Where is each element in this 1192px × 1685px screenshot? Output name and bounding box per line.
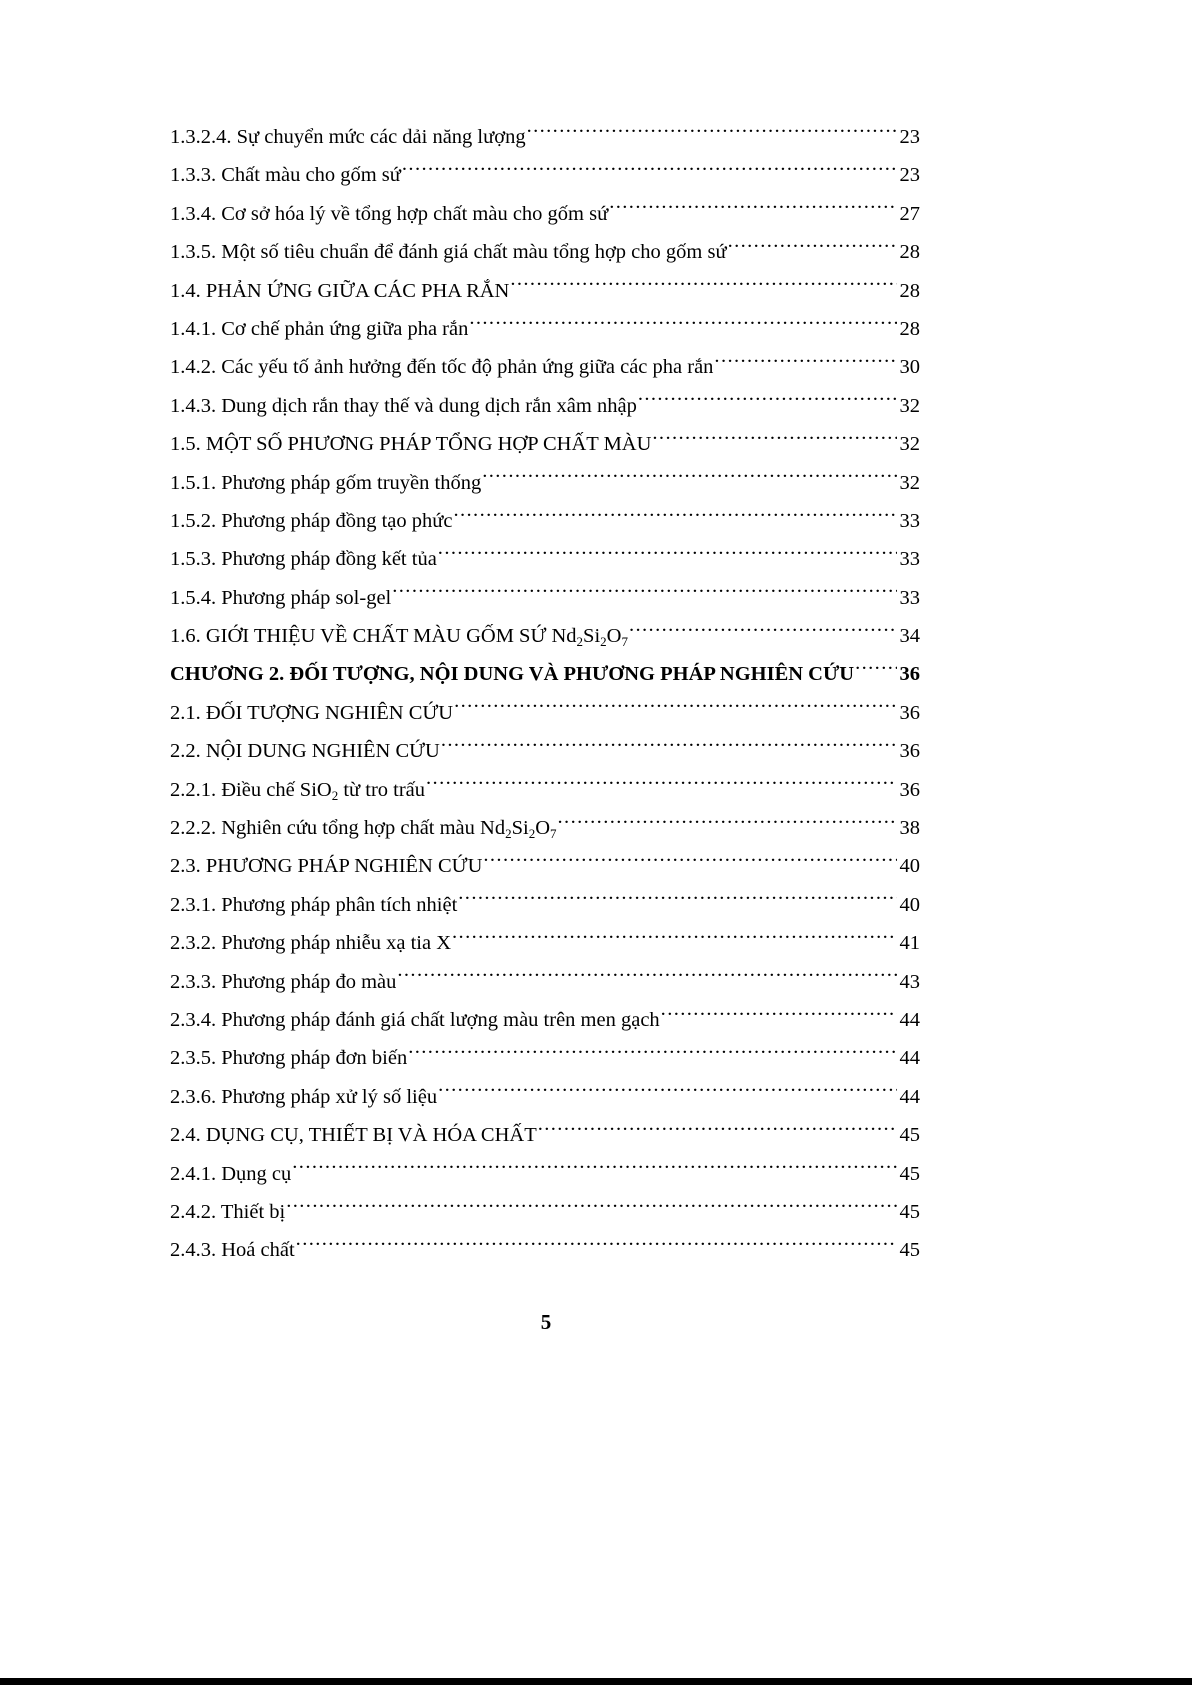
dot-leader — [728, 238, 897, 259]
toc-page-number: 23 — [899, 164, 920, 187]
dot-leader — [453, 506, 897, 527]
toc-entry-title — [170, 272, 509, 310]
toc-page-number: 32 — [899, 471, 920, 494]
toc-entry[interactable] — [170, 156, 920, 194]
toc-entry[interactable] — [170, 579, 920, 617]
dot-leader — [638, 391, 897, 412]
subscript-text: 7 — [621, 634, 628, 650]
toc-entry-title — [170, 1078, 437, 1116]
toc-entry-title — [170, 425, 651, 463]
toc-entry-title — [170, 809, 557, 847]
toc-title-text: 1.5.4. Phương pháp sol-gel — [170, 586, 392, 609]
toc-entry[interactable] — [170, 348, 920, 386]
dot-leader — [527, 123, 897, 144]
toc-entry-title — [170, 1001, 660, 1039]
toc-entry-title — [170, 540, 437, 578]
toc-title-text: 1.3.4. Cơ sở hóa lý về tổng hợp chất màu cho gốm sứ — [170, 202, 609, 225]
dot-leader — [438, 1082, 897, 1103]
toc-entry-title — [170, 156, 401, 194]
toc-entry[interactable] — [170, 272, 920, 310]
toc-title-text: 2.3.3. Phương pháp đo màu — [170, 970, 397, 993]
toc-title-text: 1.4.2. Các yếu tố ảnh hưởng đến tốc độ phản ứng giữa các pha rắn — [170, 356, 714, 379]
toc-title-text: 1.4.3. Dung dịch rắn thay thế và dung dịch rắn xâm nhập — [170, 394, 637, 417]
toc-page-number: 28 — [899, 317, 920, 340]
toc-entry-title — [170, 387, 637, 425]
toc-entry-title — [170, 502, 452, 540]
toc-title-text: 1.5.1. Phương pháp gốm truyền thống — [170, 471, 482, 494]
toc-entry[interactable] — [170, 732, 920, 770]
toc-title-text: 1.5. MỘT SỐ PHƯƠNG PHÁP TỔNG HỢP CHẤT MÀU — [170, 433, 652, 456]
toc-title-text: O — [606, 625, 622, 648]
subscript-text: 2 — [505, 826, 512, 842]
toc-page-number: 45 — [899, 1200, 920, 1223]
toc-entry[interactable] — [170, 464, 920, 502]
toc-entry-title — [170, 771, 425, 809]
dot-leader — [661, 1005, 897, 1026]
dot-leader — [482, 468, 897, 489]
toc-entry-title — [170, 1193, 285, 1231]
dot-leader — [397, 967, 897, 988]
toc-title-text: 2.4.1. Dụng cụ — [170, 1162, 292, 1185]
toc-title-text: 2.3.6. Phương pháp xử lý số liệu — [170, 1085, 438, 1108]
toc-title-text: Si — [511, 817, 529, 840]
toc-entry[interactable] — [170, 1116, 920, 1154]
dot-leader — [452, 929, 897, 950]
toc-entry[interactable] — [170, 1039, 920, 1077]
toc-title-text: 2.2. NỘI DUNG NGHIÊN CỨU — [170, 740, 440, 763]
subscript-text: 2 — [528, 826, 536, 842]
toc-entry[interactable] — [170, 617, 920, 655]
toc-entry[interactable] — [170, 233, 920, 271]
toc-page-number: 43 — [899, 970, 920, 993]
toc-title-text: 1.4.1. Cơ chế phản ứng giữa pha rắn — [170, 317, 469, 340]
toc-entry-title — [170, 847, 482, 885]
dot-leader — [458, 890, 897, 911]
toc-page-number: 32 — [899, 394, 920, 417]
toc-title-text: O — [535, 817, 551, 840]
toc-page-number: 41 — [899, 932, 920, 955]
subscript-text: 7 — [550, 826, 557, 842]
toc-page-number: 32 — [899, 433, 920, 456]
toc-entry-title — [170, 694, 453, 732]
toc-entry-title — [170, 348, 713, 386]
toc-entry[interactable] — [170, 502, 920, 540]
toc-entry[interactable] — [170, 1231, 920, 1269]
toc-entry-title — [170, 732, 440, 770]
toc-entry[interactable] — [170, 118, 920, 156]
toc-page-number: 44 — [899, 1047, 920, 1070]
subscript-text: 2 — [331, 787, 339, 803]
dot-leader — [402, 161, 897, 182]
toc-entry[interactable] — [170, 963, 920, 1001]
toc-entry-title — [170, 655, 854, 693]
subscript-text: 2 — [600, 634, 607, 650]
toc-title-text: 2.3.2. Phương pháp nhiễu xạ tia X — [170, 932, 452, 955]
toc-title-text: 2.3.5. Phương pháp đơn biến — [170, 1047, 408, 1070]
toc-page-number: 44 — [899, 1008, 920, 1031]
dot-leader — [438, 545, 897, 566]
toc-title-text: 1.5.2. Phương pháp đồng tạo phức — [170, 509, 453, 532]
toc-entry[interactable] — [170, 1193, 920, 1231]
dot-leader — [454, 698, 897, 719]
toc-page-number: 30 — [899, 356, 920, 379]
toc-title-text: 2.3. PHƯƠNG PHÁP NGHIÊN CỨU — [170, 855, 483, 878]
toc-title-text: 1.5.3. Phương pháp đồng kết tủa — [170, 548, 437, 571]
toc-entry-title — [170, 1116, 537, 1154]
dot-leader — [408, 1044, 897, 1065]
toc-entry-title — [170, 310, 468, 348]
toc-title-text: 2.1. ĐỐI TƯỢNG NGHIÊN CỨU — [170, 701, 454, 724]
dot-leader — [483, 852, 897, 873]
bottom-rule — [0, 1678, 1192, 1685]
toc-title-text: CHƯƠNG 2. ĐỐI TƯỢNG, NỘI DUNG VÀ PHƯƠNG PHÁP NGHIÊN CỨU — [170, 663, 855, 686]
toc-title-text: 2.2.2. Nghiên cứu tổng hợp chất màu Nd — [170, 817, 506, 840]
toc-title-text: 2.3.4. Phương pháp đánh giá chất lượng màu trên men gạch — [170, 1008, 660, 1031]
dot-leader — [392, 583, 897, 604]
toc-entry[interactable] — [170, 847, 920, 885]
toc-page-number: 45 — [899, 1162, 920, 1185]
toc-page-number: 36 — [899, 663, 920, 686]
toc-entry-title — [170, 118, 526, 156]
toc-entry-title — [170, 579, 391, 617]
toc-entry[interactable] — [170, 195, 920, 233]
toc-page-number: 23 — [899, 126, 920, 148]
toc-page-number: 28 — [899, 241, 920, 264]
toc-page-number: 36 — [899, 701, 920, 724]
toc-entry-title — [170, 233, 727, 271]
toc-entry[interactable] — [170, 1001, 920, 1039]
toc-title-text: 2.2.1. Điều chế SiO — [170, 778, 332, 801]
dot-leader — [714, 353, 897, 374]
toc-page-number: 36 — [899, 740, 920, 763]
toc-entry[interactable] — [170, 809, 920, 847]
toc-page-number: 45 — [899, 1239, 920, 1262]
toc-page-number: 28 — [899, 279, 920, 302]
subscript-text: 2 — [576, 634, 584, 650]
table-of-contents — [170, 118, 920, 1270]
page-number: 5 — [540, 1310, 552, 1334]
toc-entry[interactable] — [170, 886, 920, 924]
toc-entry-title — [170, 886, 457, 924]
dot-leader — [538, 1121, 897, 1142]
toc-page-number: 33 — [899, 509, 920, 532]
toc-entry-title — [170, 1039, 407, 1077]
toc-entry[interactable] — [170, 425, 920, 463]
dot-leader — [296, 1236, 897, 1257]
toc-page-number: 45 — [899, 1124, 920, 1147]
toc-title-text: 2.4.2. Thiết bị — [170, 1200, 286, 1223]
toc-page-number: 40 — [899, 893, 920, 916]
toc-page-number: 38 — [899, 817, 920, 840]
dot-leader — [855, 660, 897, 681]
toc-page-number: 27 — [899, 202, 920, 225]
dot-leader — [609, 199, 897, 220]
toc-entry-title — [170, 195, 608, 233]
toc-title-text: 2.4. DỤNG CỤ, THIẾT BỊ VÀ HÓA CHẤT — [170, 1124, 537, 1147]
toc-title-text: 1.6. GIỚI THIỆU VỀ CHẤT MÀU GỐM SỨ Nd — [170, 625, 577, 648]
dot-leader — [510, 276, 897, 297]
toc-entry[interactable] — [170, 310, 920, 348]
toc-title-text: 1.3.5. Một số tiêu chuẩn để đánh giá chất màu tổng hợp cho gốm sứ — [170, 241, 727, 264]
toc-title-text: 1.3.2.4. Sự chuyển mức các dải năng lượng — [170, 126, 526, 148]
toc-page-number: 36 — [899, 778, 920, 801]
dot-leader — [469, 314, 897, 335]
toc-entry[interactable] — [170, 1155, 920, 1193]
toc-page-number: 34 — [899, 625, 920, 648]
toc-entry[interactable] — [170, 540, 920, 578]
toc-entry[interactable] — [170, 924, 920, 962]
toc-entry-title — [170, 464, 481, 502]
toc-entry-title — [170, 1155, 291, 1193]
toc-entry[interactable] — [170, 694, 920, 732]
dot-leader — [652, 430, 897, 451]
toc-page-number: 40 — [899, 855, 920, 878]
toc-title-text: từ tro trấu — [338, 778, 426, 801]
toc-page-number: 44 — [899, 1085, 920, 1108]
toc-title-text: Si — [583, 625, 601, 648]
dot-leader — [558, 814, 897, 835]
toc-page-number: 33 — [899, 586, 920, 609]
dot-leader — [629, 622, 897, 643]
toc-entry-title — [170, 1231, 295, 1269]
dot-leader — [441, 737, 897, 758]
toc-entry[interactable] — [170, 655, 920, 693]
dot-leader — [292, 1159, 897, 1180]
toc-entry[interactable] — [170, 387, 920, 425]
dot-leader — [286, 1197, 897, 1218]
toc-title-text: 2.4.3. Hoá chất — [170, 1239, 295, 1262]
toc-page-number: 33 — [899, 548, 920, 571]
toc-title-text: 1.3.3. Chất màu cho gốm sứ — [170, 164, 401, 187]
toc-title-text: 2.3.1. Phương pháp phân tích nhiệt — [170, 893, 458, 916]
toc-entry-title — [170, 617, 628, 655]
toc-entry[interactable] — [170, 1078, 920, 1116]
toc-title-text: 1.4. PHẢN ỨNG GIỮA CÁC PHA RẮN — [170, 279, 510, 302]
dot-leader — [426, 775, 897, 796]
toc-entry[interactable] — [170, 771, 920, 809]
toc-entry-title — [170, 924, 451, 962]
toc-entry-title — [170, 963, 396, 1001]
